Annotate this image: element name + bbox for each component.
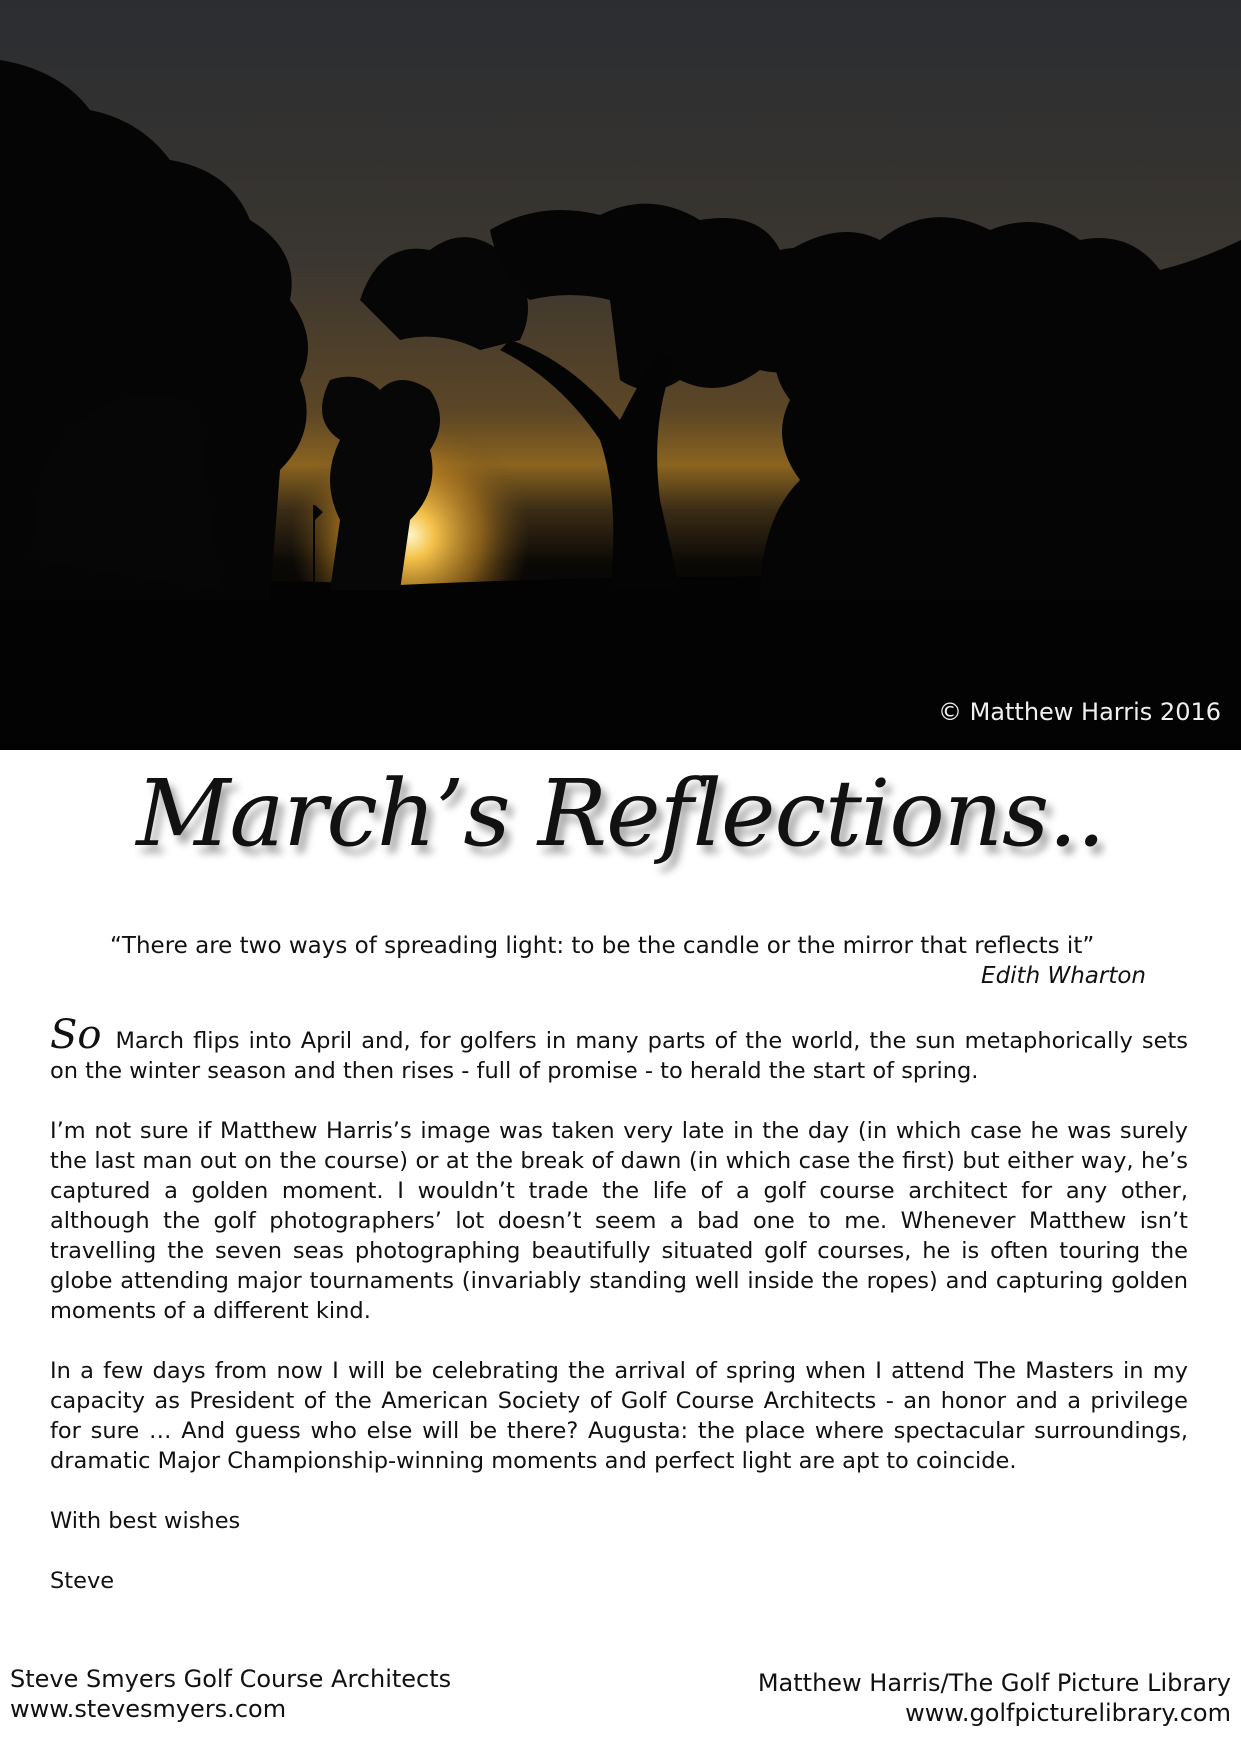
tree-silhouette-icon <box>0 0 1241 750</box>
quote-text: “There are two ways of spreading light: to be the candle or the mirror that reflects it” <box>110 933 1095 959</box>
footer-right-name: Matthew Harris/The Golf Picture Library <box>757 1669 1231 1697</box>
page-title: March’s Reflections.. <box>136 760 1105 867</box>
footer-right <box>758 1668 1231 1728</box>
signature: Steve <box>50 1568 115 1594</box>
footer-left-url[interactable]: www.stevesmyers.com <box>10 1695 287 1723</box>
paragraph-1-text: March flips into April and, for golfers in many parts of the world, the sun metaphorically sets on the winter season and then rises - full of promise - to herald the start of spring. <box>50 1028 1188 1084</box>
paragraph-2: I’m not sure if Matthew Harris’s image was taken very late in the day (in which case he was surely the last man out on the course) or at the break of dawn (in which case the first) but either way, he’s captured a golden moment. I wouldn’t trade the life of a golf course architect for any other, although the golf photographers’ lot doesn’t seem a bad one to me. Whenever Matthew isn’t travelling the seven seas photographing beautifully situated golf courses, he is often touring the globe attending major tournaments (invariably standing well inside the ropes) and capturing golden moments of a different kind. <box>50 1118 1188 1324</box>
sunset-trees-photo <box>0 0 1241 750</box>
footer-left <box>10 1664 451 1724</box>
footer-right-url[interactable]: www.golfpicturelibrary.com <box>905 1699 1231 1727</box>
dropcap: So <box>50 1012 102 1058</box>
closing: With best wishes <box>50 1508 241 1534</box>
footer-left-name: Steve Smyers Golf Course Architects <box>10 1665 452 1693</box>
paragraph-3: In a few days from now I will be celebrating the arrival of spring when I attend The Masters in my capacity as President of the American Society of Golf Course Architects - an honor and a privilege for sure … And guess who else will be there? Augusta: the place where spectacular surroundings, dramatic Major Championship-winning moments and perfect light are apt to coincide. <box>50 1358 1188 1474</box>
quote-author: Edith Wharton <box>981 963 1146 989</box>
photo-credit: © Matthew Harris 2016 <box>937 698 1221 726</box>
paragraph-1 <box>50 1012 1188 1086</box>
letter-body <box>50 1012 1188 1626</box>
